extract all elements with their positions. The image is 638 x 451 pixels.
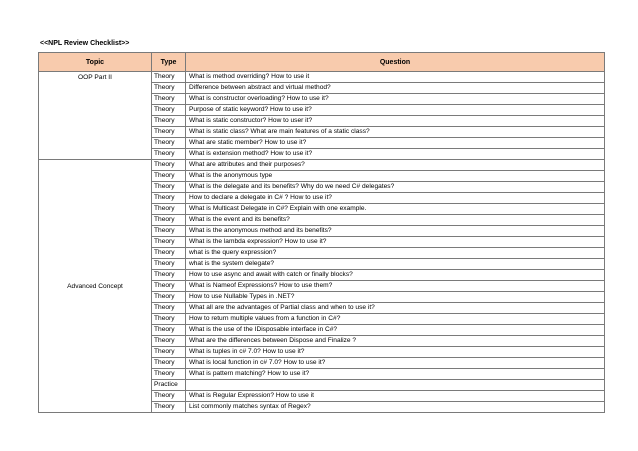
header-row xyxy=(39,53,605,72)
type-cell: Theory xyxy=(152,105,186,116)
question-cell: What is tuples in c# 7.0? How to use it? xyxy=(186,347,605,358)
question-cell: How to return multiple values from a function in C#? xyxy=(186,314,605,325)
question-cell: Purpose of static keyword? How to use it? xyxy=(186,105,605,116)
type-cell: Theory xyxy=(152,83,186,94)
sheet-title: <<NPL Review Checklist>> xyxy=(40,40,130,47)
type-cell: Theory xyxy=(152,226,186,237)
question-cell: What is extension method? How to use it? xyxy=(186,149,605,160)
question-cell: How to declare a delegate in C# ? How to use it? xyxy=(186,193,605,204)
topic-cell: Advanced Concept xyxy=(39,160,152,413)
header-question: Question xyxy=(186,53,605,72)
type-cell: Theory xyxy=(152,215,186,226)
question-cell: What are attributes and their purposes? xyxy=(186,160,605,171)
question-cell: What is the delegate and its benefits? Why do we need C# delegates? xyxy=(186,182,605,193)
type-cell: Theory xyxy=(152,259,186,270)
type-cell: Theory xyxy=(152,314,186,325)
topic-cell: OOP Part II xyxy=(39,72,152,160)
type-cell: Theory xyxy=(152,182,186,193)
type-cell: Theory xyxy=(152,336,186,347)
type-cell: Theory xyxy=(152,94,186,105)
question-cell: What are static member? How to use it? xyxy=(186,138,605,149)
question-cell: What is the event and its benefits? xyxy=(186,215,605,226)
question-cell: Difference between abstract and virtual method? xyxy=(186,83,605,94)
type-cell: Theory xyxy=(152,127,186,138)
type-cell: Theory xyxy=(152,171,186,182)
question-cell: what is the query expression? xyxy=(186,248,605,259)
type-cell: Practice xyxy=(152,380,186,391)
question-cell: What is static class? What are main features of a static class? xyxy=(186,127,605,138)
question-cell: What is pattern matching? How to use it? xyxy=(186,369,605,380)
type-cell: Theory xyxy=(152,270,186,281)
question-cell: What is the anonymous type xyxy=(186,171,605,182)
question-cell: What all are the advantages of Partial class and when to use it? xyxy=(186,303,605,314)
question-cell: What is method overriding? How to use it xyxy=(186,72,605,83)
type-cell: Theory xyxy=(152,358,186,369)
question-cell: List commonly matches syntax of Regex? xyxy=(186,402,605,413)
type-cell: Theory xyxy=(152,138,186,149)
type-cell: Theory xyxy=(152,116,186,127)
question-cell: What is the use of the IDisposable interface in C#? xyxy=(186,325,605,336)
question-cell: What is static constructor? How to user it? xyxy=(186,116,605,127)
type-cell: Theory xyxy=(152,402,186,413)
type-cell: Theory xyxy=(152,237,186,248)
checklist-table xyxy=(38,52,605,413)
type-cell: Theory xyxy=(152,347,186,358)
type-cell: Theory xyxy=(152,160,186,171)
question-cell: What is Regular Expression? How to use it xyxy=(186,391,605,402)
type-cell: Theory xyxy=(152,369,186,380)
question-cell: What is local function in c# 7.0? How to use it? xyxy=(186,358,605,369)
type-cell: Theory xyxy=(152,303,186,314)
type-cell: Theory xyxy=(152,204,186,215)
checklist-body xyxy=(39,72,605,413)
type-cell: Theory xyxy=(152,149,186,160)
question-cell xyxy=(186,380,605,391)
type-cell: Theory xyxy=(152,248,186,259)
table-row xyxy=(39,72,605,83)
type-cell: Theory xyxy=(152,325,186,336)
question-cell: What is constructor overloading? How to use it? xyxy=(186,94,605,105)
question-cell: How to use Nullable Types in .NET? xyxy=(186,292,605,303)
header-topic: Topic xyxy=(39,53,152,72)
question-cell: How to use async and await with catch or finally blocks? xyxy=(186,270,605,281)
type-cell: Theory xyxy=(152,72,186,83)
header-type: Type xyxy=(152,53,186,72)
question-cell: What is Nameof Expressions? How to use them? xyxy=(186,281,605,292)
question-cell: What is the anonymous method and its benefits? xyxy=(186,226,605,237)
type-cell: Theory xyxy=(152,391,186,402)
question-cell: What is Multicast Delegate in C#? Explain with one example. xyxy=(186,204,605,215)
question-cell: What is the lambda expression? How to use it? xyxy=(186,237,605,248)
type-cell: Theory xyxy=(152,292,186,303)
table-row xyxy=(39,160,605,171)
type-cell: Theory xyxy=(152,193,186,204)
question-cell: what is the system delegate? xyxy=(186,259,605,270)
question-cell: What are the differences between Dispose and Finalize ? xyxy=(186,336,605,347)
type-cell: Theory xyxy=(152,281,186,292)
